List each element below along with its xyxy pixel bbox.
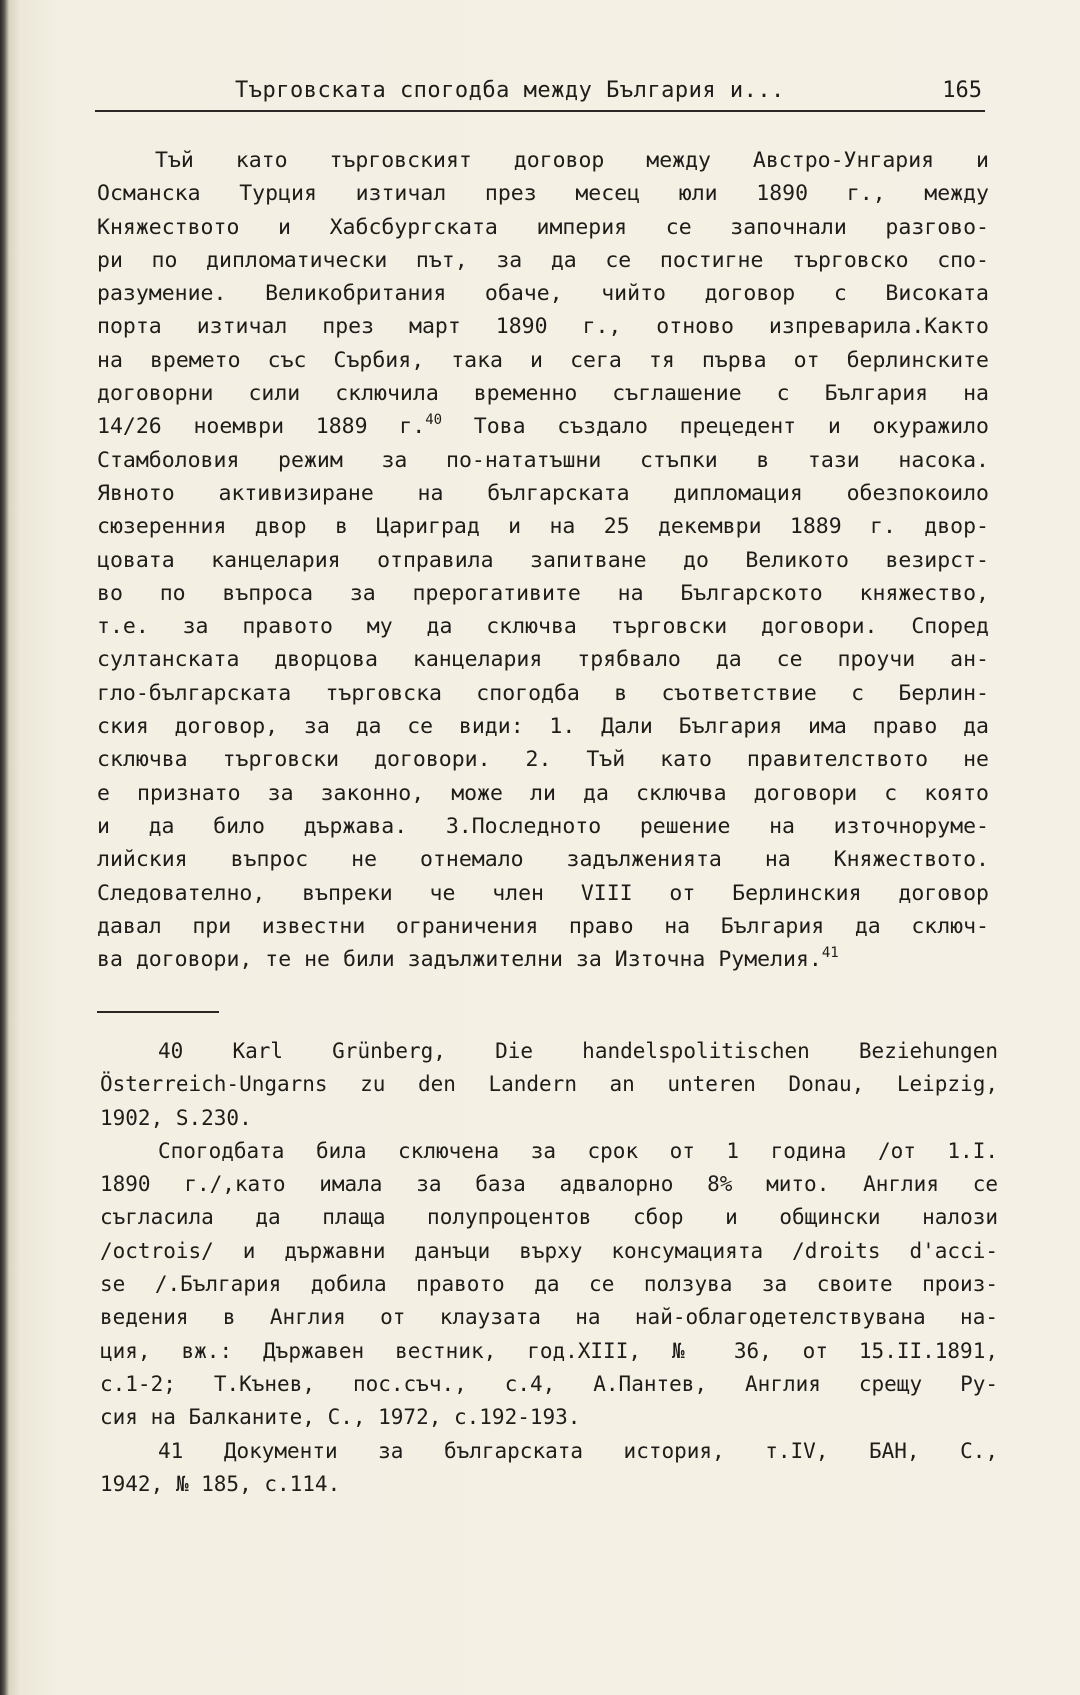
text-line: сюзеренния двор в Цариград и на 25 декември 1889 г. двор- <box>97 514 989 540</box>
footnote-line: съгласила да плаща полупроцентов сбор и общински налози <box>100 1205 998 1230</box>
footnote-separator <box>97 1011 219 1013</box>
text-line: давал при известни ограничения право на България да сключ- <box>97 913 989 939</box>
footnote-line: Österreich-Ungarns zu den Landern an unteren Donau, Leipzig, <box>100 1072 998 1097</box>
text-line: на времето със Сърбия, така и сега тя първа от берлинските <box>97 347 989 373</box>
text-line: Тъй като търговският договор между Австро-Унгария и <box>155 148 989 173</box>
text-line: ри по дипломатически път, за да се постигне търговско спо- <box>97 247 989 273</box>
text-line: разумение. Великобритания обаче, чийто договор с Високата <box>97 281 989 307</box>
text-line <box>97 410 989 443</box>
text-line: лийския въпрос не отнемало задълженията на Княжеството. <box>97 847 989 873</box>
text-line <box>97 943 989 976</box>
footnote-line: 40 Karl Grünberg, Die handelspolitischen Beziehungen <box>158 1039 998 1063</box>
footnote-line: 41 Документи за българската история, т.IV, БАН, С., <box>158 1438 998 1463</box>
page-number: 165 <box>942 78 982 103</box>
text-line: султанската дворцова канцелария трябвало да се проучи ан- <box>97 647 989 673</box>
footnote-line: ция, вж.: Държавен вестник, год.XIII, № 36, от 15.II.1891, <box>100 1338 998 1363</box>
page-header <box>95 78 985 112</box>
footnote-line: /octrois/ и държавни данъци върху консумацията /droits d'acci- <box>100 1238 998 1263</box>
footnote-line: 1942, № 185, с.114. <box>100 1471 341 1496</box>
text-line: и да било държава. 3.Последното решение на източноруме- <box>97 813 989 839</box>
text-line: ския договор, за да се види: 1. Дали България има право да <box>97 714 989 740</box>
text-line: порта изтичал през март 1890 г., отново изпреварила.Както <box>97 314 989 340</box>
footnote-line: 1902, S.230. <box>100 1105 252 1130</box>
text-line: Следователно, въпреки че член VIII от Берлинския договор <box>97 880 989 906</box>
text-line: гло-българската търговска спогодба в съответствие с Берлин- <box>97 680 989 706</box>
running-title: Търговската спогодба между България и... <box>235 78 785 103</box>
text-line: Княжеството и Хабсбургската империя се започнали разгово- <box>97 214 989 240</box>
text-fragment: ва договори, те не били задължителни за Източна Румелия. <box>97 947 822 973</box>
text-line: е признато за законно, може ли да сключва договори с която <box>97 780 989 806</box>
footnote-line: 1890 г./,като имала за база адвалорно 8% мито. Англия се <box>100 1172 998 1197</box>
text-line: во по въпроса за прерогативите на Българското княжество, <box>97 580 989 606</box>
text-line: договорни сили сключила временно съглашение с България на <box>97 381 989 407</box>
text-line: Стамболовия режим за по-нататъшни стъпки в тази насока. <box>97 447 989 473</box>
footnote-line: ведения в Англия от клаузата на най-облагодетелствувана на- <box>100 1305 998 1330</box>
footnote-line: сия на Балканите, С., 1972, с.192-193. <box>100 1405 581 1430</box>
footnote-line: Спогодбата била сключена за срок от 1 година /от 1.I. <box>158 1138 998 1163</box>
text-line: Османска Турция изтичал през месец юли 1890 г., между <box>97 181 989 207</box>
text-line: т.е. за правото му да сключва търговски договори. Според <box>97 614 989 640</box>
text-fragment: 14/26 ноември 1889 г. <box>97 414 426 440</box>
main-text <box>97 144 989 976</box>
footnote-line: с.1-2; Т.Кънев, пос.съч., с.4, А.Пантев, Англия срещу Ру- <box>100 1371 998 1396</box>
footnote-ref-40: 40 <box>425 412 443 429</box>
text-fragment: Това създало прецедент и окуражило <box>442 414 989 440</box>
footnote-ref-41: 41 <box>821 945 839 962</box>
footnotes <box>100 1035 998 1501</box>
text-line: цовата канцелария отправила запитване до Великото везирст- <box>97 547 989 573</box>
text-line: Явното активизиране на българската дипломация обезпокоило <box>97 480 989 506</box>
footnote-line: se /.България добила правото да се ползува за своите произ- <box>100 1272 998 1297</box>
text-line: сключва търговски договори. 2. Тъй като правителството не <box>97 747 989 773</box>
